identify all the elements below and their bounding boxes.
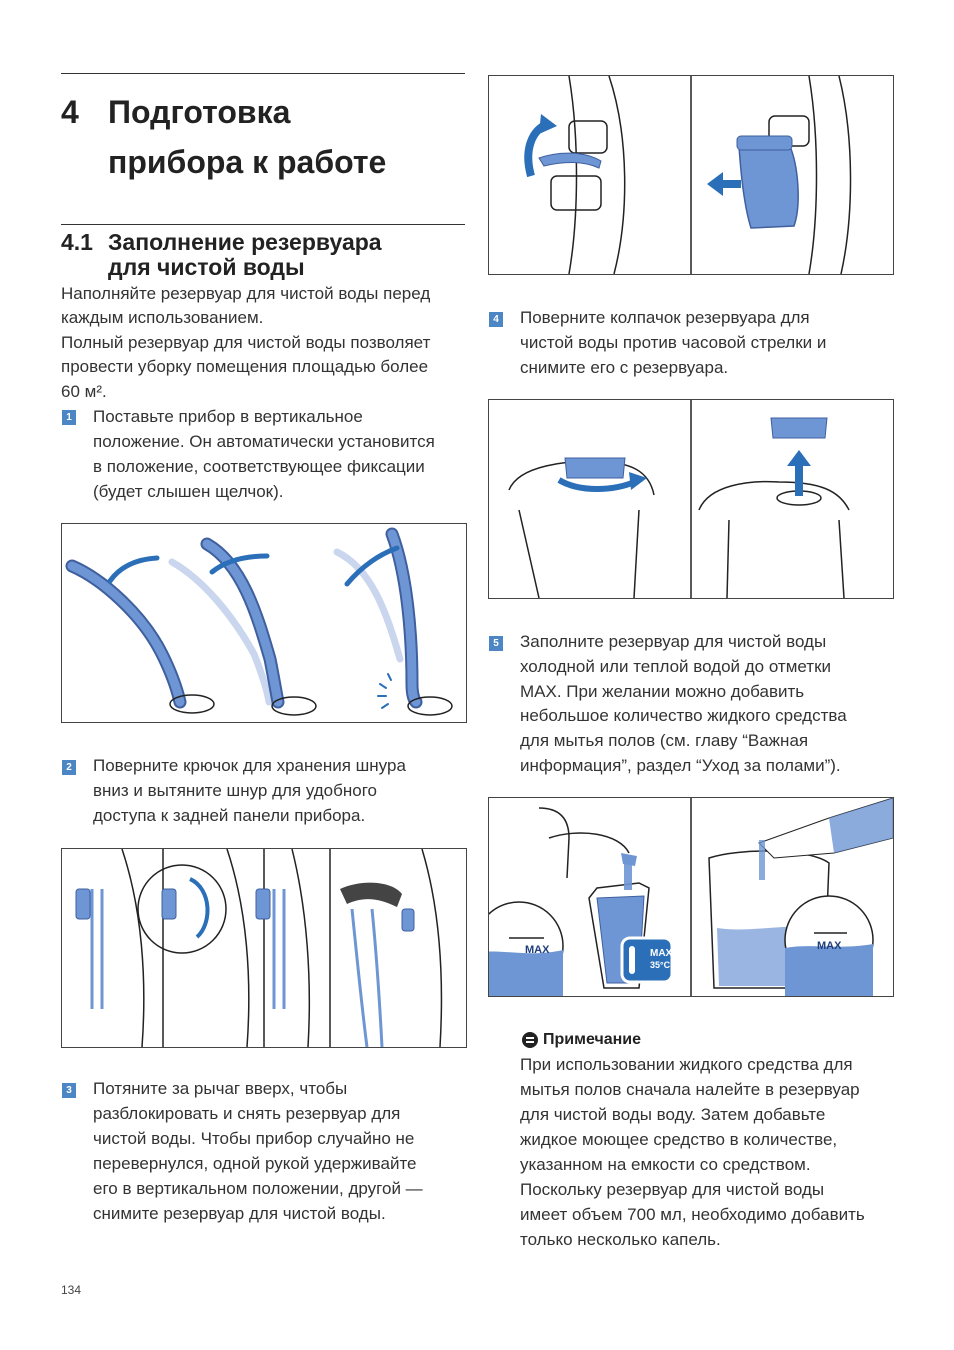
step-number-badge: 3 bbox=[62, 1083, 76, 1098]
max-label-right: MAX bbox=[817, 940, 842, 952]
intro-line: провести уборку помещения площадью более bbox=[61, 357, 429, 376]
section-title-line1: Заполнение резервуара bbox=[108, 229, 382, 255]
step-number-badge: 2 bbox=[62, 760, 76, 775]
step-line: снимите его с резервуара. bbox=[520, 358, 729, 377]
step-line: для мытья полов (см. главу “Важная bbox=[520, 731, 809, 750]
figure-fill-water bbox=[488, 797, 894, 997]
step-line: положение. Он автоматически установится bbox=[93, 432, 435, 451]
page-number: 134 bbox=[61, 1283, 82, 1297]
note-line: При использовании жидкого средства для bbox=[520, 1055, 853, 1074]
intro-line: Наполняйте резервуар для чистой воды перед bbox=[61, 284, 431, 303]
figure-cord-hook bbox=[61, 848, 467, 1048]
chapter-number: 4 bbox=[61, 94, 79, 130]
step-line: небольшое количество жидкого средства bbox=[520, 706, 847, 725]
step-number-badge: 1 bbox=[62, 410, 76, 425]
step-line: доступа к задней панели прибора. bbox=[93, 806, 366, 825]
note-line: для чистой воды воду. Затем добавьте bbox=[520, 1105, 826, 1124]
note-icon bbox=[522, 1032, 538, 1048]
section-number: 4.1 bbox=[61, 229, 93, 255]
section-title-line2: для чистой воды bbox=[108, 254, 305, 280]
step-line: Заполните резервуар для чистой воды bbox=[520, 632, 827, 651]
step-number-badge: 5 bbox=[489, 636, 503, 651]
chapter-title-line1: Подготовка bbox=[108, 94, 291, 130]
intro-line: 60 м². bbox=[61, 382, 107, 401]
note-line: только несколько капель. bbox=[520, 1230, 721, 1249]
step-line: MAX. При желании можно добавить bbox=[520, 682, 805, 701]
step-line: чистой воды. Чтобы прибор случайно не bbox=[93, 1129, 415, 1148]
step-line: Поверните крючок для хранения шнура bbox=[93, 756, 406, 775]
chapter-title-line2: прибора к работе bbox=[108, 144, 387, 180]
step-line: Поставьте прибор в вертикальное bbox=[93, 407, 363, 426]
step-line: Поверните колпачок резервуара для bbox=[520, 308, 810, 327]
step-line: (будет слышен щелчок). bbox=[93, 482, 284, 501]
step-line: перевернулся, одной рукой удерживайте bbox=[93, 1154, 417, 1173]
figure-remove-cap bbox=[488, 399, 894, 599]
figure-upright-position bbox=[61, 523, 467, 723]
step-line: Потяните за рычаг вверх, чтобы bbox=[93, 1079, 348, 1098]
max-label-left: MAX bbox=[525, 944, 550, 956]
step-line: информация”, раздел “Уход за полами”). bbox=[520, 756, 841, 775]
step-line: холодной или теплой водой до отметки bbox=[520, 657, 832, 676]
note-line: Поскольку резервуар для чистой воды bbox=[520, 1180, 825, 1199]
step-line: снимите резервуар для чистой воды. bbox=[93, 1204, 386, 1223]
chapter-top-rule bbox=[61, 73, 465, 74]
max-badge-label: MAX bbox=[650, 948, 673, 959]
note-line: имеет объем 700 мл, необходимо добавить bbox=[520, 1205, 865, 1224]
intro-line: каждым использованием. bbox=[61, 308, 264, 327]
step-line: разблокировать и снять резервуар для bbox=[93, 1104, 401, 1123]
note-line: мытья полов сначала налейте в резервуар bbox=[520, 1080, 860, 1099]
note-line: жидкое моющее средство в количестве, bbox=[520, 1130, 838, 1149]
step-line: в положение, соответствующее фиксации bbox=[93, 457, 425, 476]
note-heading: Примечание bbox=[543, 1031, 642, 1048]
figure-remove-tank bbox=[488, 75, 894, 275]
step-line: чистой воды против часовой стрелки и bbox=[520, 333, 827, 352]
step-line: его в вертикальном положении, другой — bbox=[93, 1179, 423, 1198]
note-line: указанном на емкости со средством. bbox=[520, 1155, 811, 1174]
intro-line: Полный резервуар для чистой воды позволяет bbox=[61, 333, 431, 352]
step-line: вниз и вытяните шнур для удобного bbox=[93, 781, 378, 800]
max-badge-temperature: 35°C bbox=[650, 960, 671, 970]
step-number-badge: 4 bbox=[489, 312, 503, 327]
section-top-rule bbox=[61, 224, 465, 225]
